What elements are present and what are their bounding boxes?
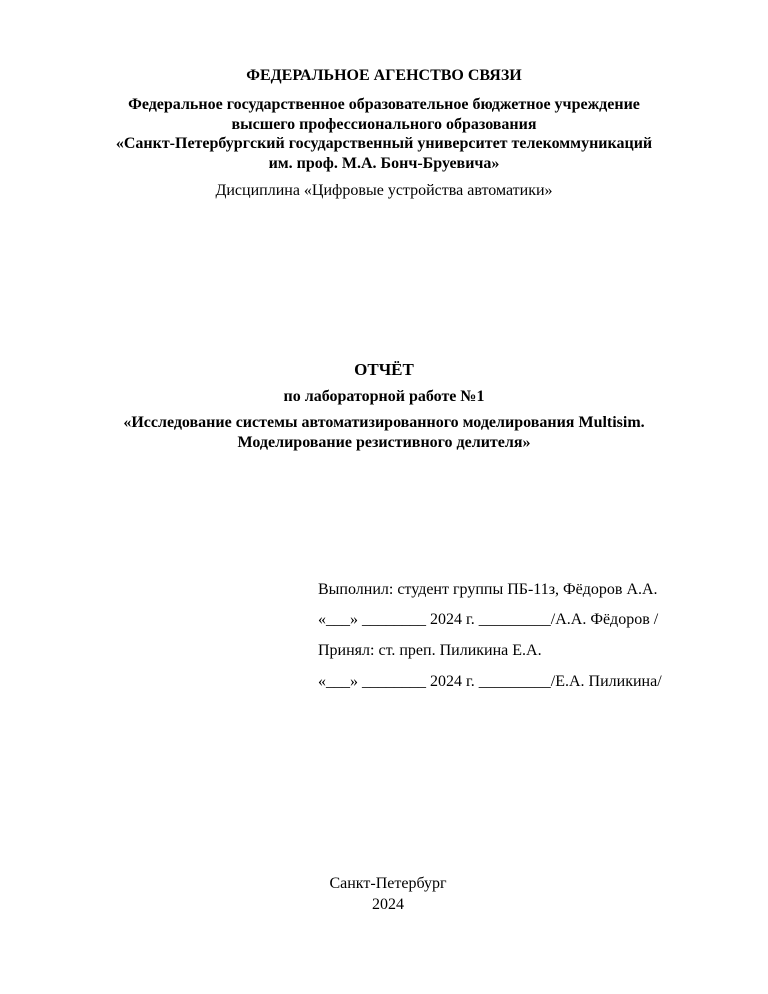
performed-by: Выполнил: студент группы ПБ-11з, Фёдоров А.А. [318, 581, 658, 598]
institution-line-2: высшего профессионального образования [231, 116, 537, 133]
institution-line-3: «Санкт-Петербургский государственный университет телекоммуникаций [115, 135, 653, 152]
institution-line-4: им. проф. М.А. Бонч-Бруевича» [268, 155, 500, 172]
performed-date-line: «___» ________ 2024 г. _________/А.А. Фёдоров / [318, 611, 659, 628]
topic-line-1: «Исследование системы автоматизированного моделирования Multisim. [123, 414, 645, 431]
city: Санкт-Петербург [329, 875, 447, 892]
accepted-date-line: «___» ________ 2024 г. _________/Е.А. Пиликина/ [318, 673, 662, 690]
institution-line-1: Федеральное государственное образовательное бюджетное учреждение [128, 96, 640, 113]
lab-work-number: по лабораторной работе №1 [283, 388, 485, 405]
report-title: ОТЧЁТ [354, 360, 414, 379]
accepted-by: Принял: ст. преп. Пиликина Е.А. [318, 642, 542, 659]
discipline: Дисциплина «Цифровые устройства автоматики» [215, 182, 553, 199]
topic-line-2: Моделирование резистивного делителя» [237, 434, 531, 451]
year: 2024 [372, 896, 404, 913]
agency-name: ФЕДЕРАЛЬНОЕ АГЕНСТВО СВЯЗИ [246, 67, 522, 84]
